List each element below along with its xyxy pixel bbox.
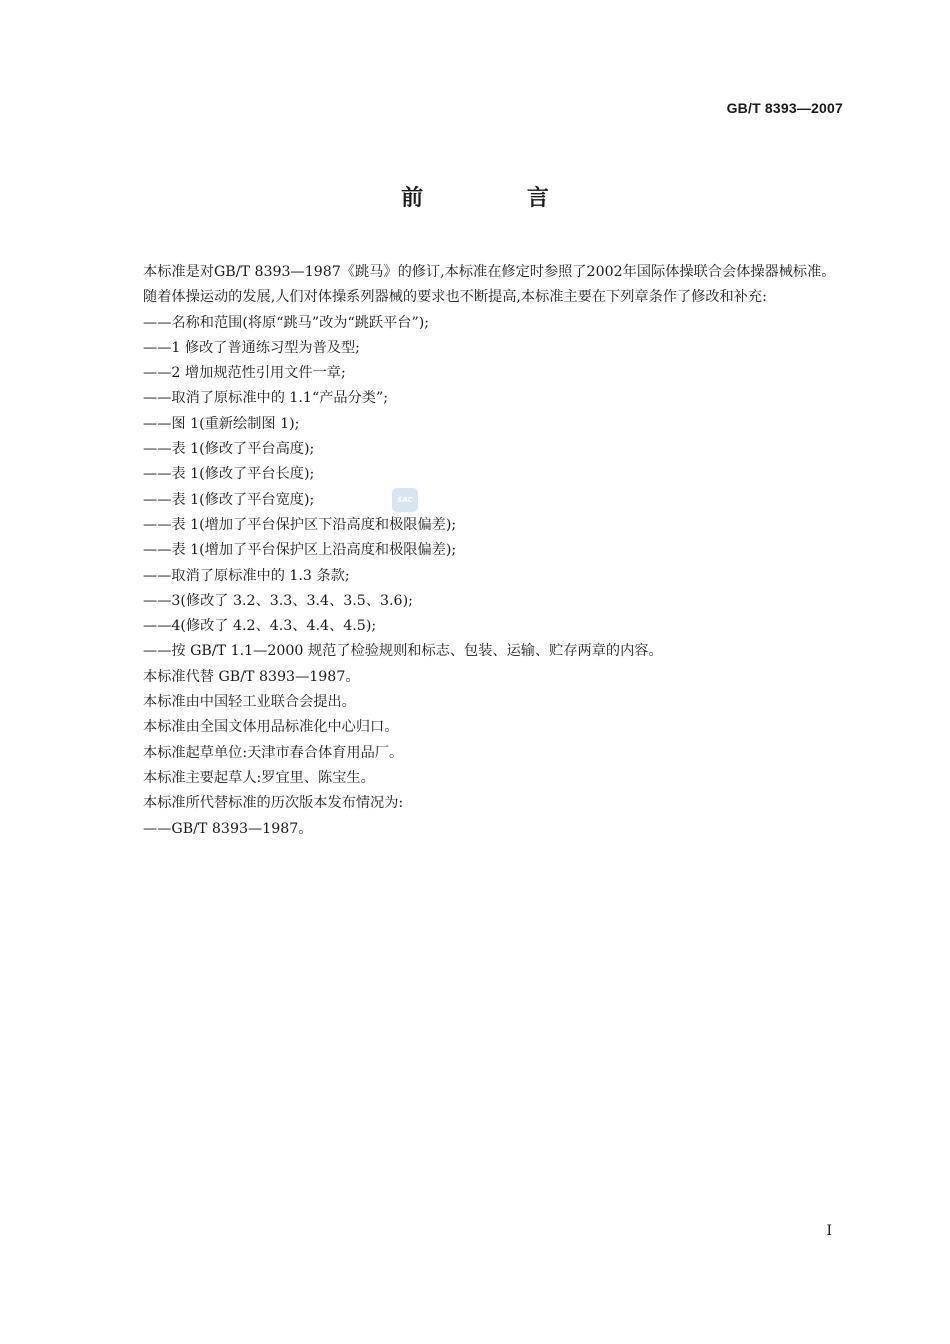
standard-code: GB/T 8393—2007 bbox=[726, 100, 843, 116]
intro-paragraph: 本标准是对GB/T 8393—1987《跳马》的修订,本标准在修定时参照了2002年国际体操联合会体操器械标准。 bbox=[143, 264, 836, 280]
proposed-by-statement: 本标准由中国轻工业联合会提出。 bbox=[143, 694, 356, 711]
history-intro-statement: 本标准所代替标准的历次版本发布情况为: bbox=[143, 795, 404, 812]
change-item: ——1 修改了普通练习型为普及型; bbox=[143, 339, 360, 356]
managed-by-statement: 本标准由全国文体用品标准化中心归口。 bbox=[143, 719, 399, 736]
change-item: ——3(修改了 3.2、3.3、3.4、3.5、3.6); bbox=[143, 592, 413, 609]
change-item: ——表 1(增加了平台保护区下沿高度和极限偏差); bbox=[143, 516, 457, 533]
sac-watermark-logo: SAC bbox=[392, 488, 418, 512]
history-item: ——GB/T 8393—1987。 bbox=[143, 820, 313, 837]
change-item: ——表 1(增加了平台保护区上沿高度和极限偏差); bbox=[143, 542, 457, 559]
change-item: ——名称和范围(将原“跳马”改为“跳跃平台”); bbox=[143, 314, 430, 331]
change-item: ——表 1(修改了平台宽度); bbox=[143, 491, 315, 508]
change-item: ——2 增加规范性引用文件一章; bbox=[143, 365, 346, 382]
change-item: ——按 GB/T 1.1—2000 规范了检验规则和标志、包装、运输、贮存两章的内容。 bbox=[143, 643, 663, 660]
changes-intro-paragraph: 随着体操运动的发展,人们对体操系列器械的要求也不断提高,本标准主要在下列章条作了修改和补充: bbox=[143, 289, 767, 306]
page-number: I bbox=[826, 1223, 832, 1239]
page-title: 前 言 bbox=[401, 186, 597, 211]
change-item: ——表 1(修改了平台高度); bbox=[143, 441, 315, 458]
change-item: ——图 1(重新绘制图 1); bbox=[143, 415, 300, 432]
change-item: ——4(修改了 4.2、4.3、4.4、4.5); bbox=[143, 618, 377, 635]
drafters-statement: 本标准主要起草人:罗宜里、陈宝生。 bbox=[143, 769, 375, 786]
change-item: ——取消了原标准中的 1.3 条款; bbox=[143, 567, 350, 584]
change-item: ——表 1(修改了平台长度); bbox=[143, 466, 315, 483]
foreword-body bbox=[107, 260, 843, 842]
drafting-unit-statement: 本标准起草单位:天津市春合体育用品厂。 bbox=[143, 744, 404, 761]
change-item: ——取消了原标准中的 1.1“产品分类”; bbox=[143, 390, 388, 407]
replaces-statement: 本标准代替 GB/T 8393—1987。 bbox=[143, 668, 360, 685]
